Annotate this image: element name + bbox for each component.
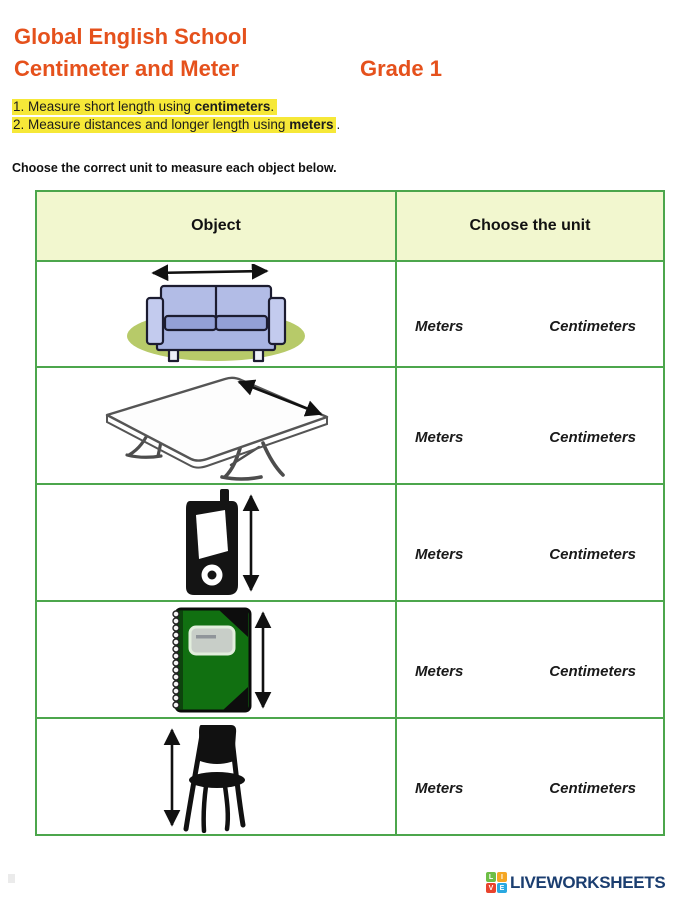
task-prompt: Choose the correct unit to measure each object below. [12,161,337,175]
object-cell-chair [37,719,397,834]
liveworksheets-logo-icon [486,872,507,893]
instruction-2-period: . [336,116,341,132]
option-centimeters[interactable]: Centimeters [549,317,636,335]
column-header-choose-unit: Choose the unit [397,192,663,260]
option-meters[interactable]: Meters [415,546,464,563]
worksheet-title: Centimeter and Meter [14,56,239,81]
notebook-image [159,604,274,716]
table-row-couch [37,260,663,366]
instruction-2-keyword: meters [289,116,334,132]
instructions-block [12,98,340,133]
table-row-folding-table [37,366,663,483]
table-header-row [37,192,663,260]
liveworksheets-brand: LIVEWORKSHEETS [510,872,666,892]
logo-square-v: V [486,883,496,893]
unit-cell [397,262,663,366]
logo-square-i: I [497,872,507,882]
object-cell-couch [37,262,397,366]
instruction-line-2 [12,116,340,134]
worksheet-table [35,190,665,836]
cell-phone-image [166,487,266,599]
option-meters[interactable]: Meters [415,663,464,680]
object-cell-cell-phone [37,485,397,600]
table-row-notebook [37,600,663,717]
logo-square-e: E [497,883,507,893]
instruction-1-keyword: centimeters [194,99,271,114]
instruction-1-text: 1. Measure short length using [13,99,195,114]
option-meters[interactable]: Meters [415,317,464,335]
option-meters[interactable]: Meters [415,780,464,797]
instruction-2-text: 2. Measure distances and longer length using [13,116,290,132]
grade-label: Grade 1 [360,56,442,81]
option-meters[interactable]: Meters [415,429,464,446]
object-cell-folding-table [37,368,397,483]
option-centimeters[interactable]: Centimeters [549,546,636,563]
object-cell-notebook [37,602,397,717]
instruction-1-period: . [270,99,275,114]
width-arrow-icon [153,271,267,273]
highlight-2 [12,117,336,133]
option-centimeters[interactable]: Centimeters [549,429,636,446]
school-title: Global English School [14,24,248,49]
logo-square-l: L [486,872,496,882]
highlight-1 [12,99,277,115]
page-artifact [8,874,15,883]
unit-cell [397,602,663,717]
couch-image [121,264,311,364]
instruction-line-1 [12,98,340,116]
liveworksheets-footer [486,872,665,893]
folding-table-image [91,369,341,483]
option-centimeters[interactable]: Centimeters [549,780,636,797]
option-centimeters[interactable]: Centimeters [549,663,636,680]
chair-image [159,721,274,833]
table-row-chair [37,717,663,834]
unit-cell [397,719,663,834]
unit-cell [397,485,663,600]
unit-cell [397,368,663,483]
table-row-cell-phone [37,483,663,600]
column-header-object: Object [37,192,397,260]
